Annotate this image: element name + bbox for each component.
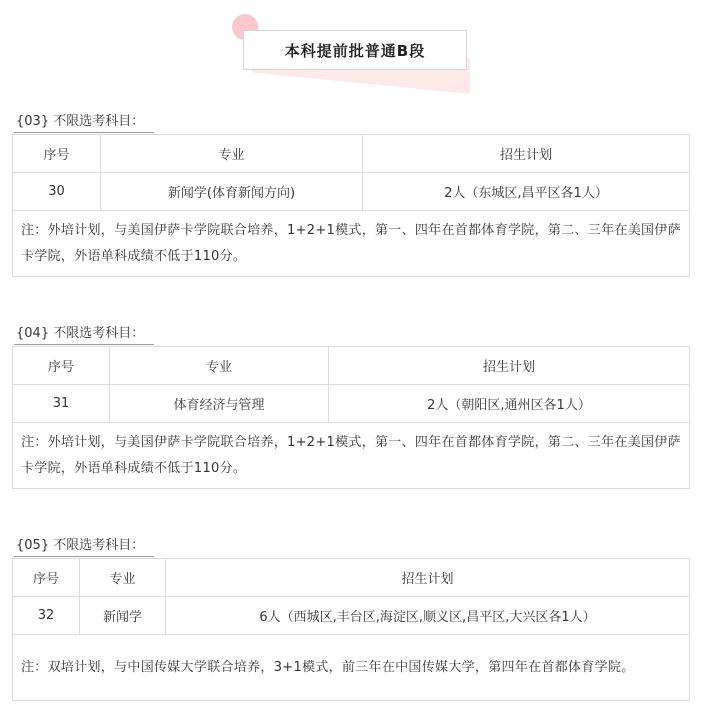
plan-table-04	[12, 346, 690, 489]
section-label-05: {05} 不限选考科目：	[14, 534, 154, 557]
table-row	[13, 385, 690, 423]
table-row	[13, 597, 690, 635]
title-banner	[232, 14, 472, 98]
header-index: 序号	[13, 559, 80, 597]
section-label-03: {03} 不限选考科目：	[14, 110, 154, 133]
cell-note: 注：双培计划，与中国传媒大学联合培养，3+1模式，前三年在中国传媒大学，第四年在首都体育学院。	[13, 635, 690, 701]
cell-plan: 6人（西城区,丰台区,海淀区,顺义区,昌平区,大兴区各1人）	[166, 597, 690, 635]
cell-index: 31	[13, 385, 110, 423]
table-header-row	[13, 559, 690, 597]
cell-note: 注：外培计划，与美国伊萨卡学院联合培养，1+2+1模式，第一、四年在首都体育学院，第二、三年在美国伊萨卡学院，外语单科成绩不低于110分。	[13, 423, 690, 489]
header-plan: 招生计划	[329, 347, 690, 385]
table-note-row	[13, 635, 690, 701]
cell-major: 新闻学	[80, 597, 166, 635]
header-major: 专业	[80, 559, 166, 597]
header-index: 序号	[13, 347, 110, 385]
plan-table-05	[12, 558, 690, 701]
header-plan: 招生计划	[363, 135, 690, 173]
plan-table-03	[12, 134, 690, 277]
header-plan: 招生计划	[166, 559, 690, 597]
table-note-row	[13, 211, 690, 277]
cell-note: 注：外培计划，与美国伊萨卡学院联合培养，1+2+1模式，第一、四年在首都体育学院，第二、三年在美国伊萨卡学院，外语单科成绩不低于110分。	[13, 211, 690, 277]
cell-major: 体育经济与管理	[110, 385, 329, 423]
header-major: 专业	[110, 347, 329, 385]
cell-index: 32	[13, 597, 80, 635]
table-row	[13, 173, 690, 211]
table-note-row	[13, 423, 690, 489]
table-header-row	[13, 135, 690, 173]
cell-plan: 2人（东城区,昌平区各1人）	[363, 173, 690, 211]
cell-index: 30	[13, 173, 101, 211]
table-header-row	[13, 347, 690, 385]
section-label-04: {04} 不限选考科目：	[14, 322, 154, 345]
cell-plan: 2人（朝阳区,通州区各1人）	[329, 385, 690, 423]
header-major: 专业	[101, 135, 363, 173]
page-title: 本科提前批普通B段	[243, 30, 467, 70]
cell-major: 新闻学(体育新闻方向)	[101, 173, 363, 211]
header-index: 序号	[13, 135, 101, 173]
